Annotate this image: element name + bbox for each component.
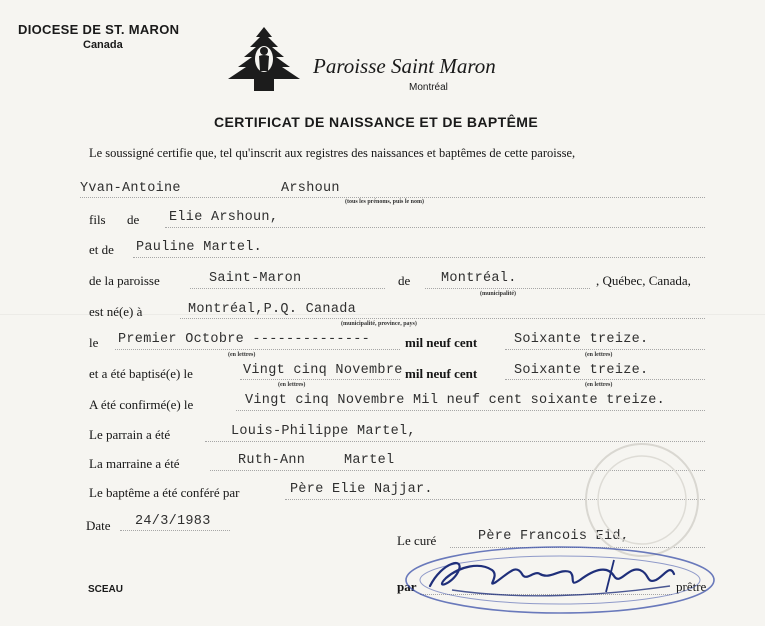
- officiant-label: Le baptême a été conféré par: [89, 485, 240, 500]
- birth-year-hint: (en lettres): [585, 352, 613, 358]
- birth-date-label: le: [89, 335, 99, 350]
- birthplace-value: Montréal,P.Q. Canada: [188, 302, 357, 317]
- signature-par-label: par: [397, 579, 417, 594]
- municipality-value: Montréal.: [441, 271, 517, 286]
- officiant-value: Père Elie Najjar.: [290, 482, 433, 497]
- parish-label: de la paroisse: [89, 273, 160, 288]
- parish-city: Montréal: [409, 82, 448, 93]
- cure-value: Père Francois Eid,: [478, 529, 630, 544]
- baptism-date-hint: (en lettres): [278, 382, 306, 388]
- diocese-country: Canada: [83, 39, 123, 51]
- godmother-first: Ruth-Ann: [238, 453, 306, 468]
- dotted-line: [165, 227, 705, 228]
- birth-date-value: Premier Octobre --------------: [118, 332, 371, 347]
- diocese-name: DIOCESE DE ST. MARON: [18, 22, 180, 37]
- godmother-last: Martel: [344, 453, 395, 468]
- surname-value: Arshoun: [281, 181, 340, 196]
- mother-label: et de: [89, 242, 114, 257]
- dotted-line: [115, 349, 400, 350]
- birthplace-label: est né(e) à: [89, 304, 143, 319]
- cedar-emblem-icon: [226, 25, 302, 93]
- dotted-line: [505, 349, 705, 350]
- dotted-line: [505, 379, 705, 380]
- baptism-year-hint: (en lettres): [585, 382, 613, 388]
- father-name: Elie Arshoun,: [169, 210, 279, 225]
- dotted-line: [425, 288, 590, 289]
- son-of-de-label: de: [127, 212, 140, 227]
- dotted-line: [190, 288, 385, 289]
- dotted-line: [120, 530, 230, 531]
- confirmation-value: Vingt cinq Novembre Mil neuf cent soixante treize.: [245, 393, 666, 408]
- date-value: 24/3/1983: [135, 514, 211, 529]
- godfather-value: Louis-Philippe Martel,: [231, 424, 416, 439]
- confirmation-label: A été confirmé(e) le: [89, 397, 194, 412]
- municipality-de-label: de: [398, 273, 411, 288]
- seal-label: SCEAU: [88, 584, 124, 595]
- first-names-value: Yvan-Antoine: [80, 181, 181, 196]
- intro-text: Le soussigné certifie que, tel qu'inscrit aux registres des naissances et baptêmes de cette paroisse,: [89, 146, 576, 160]
- parish-name: Paroisse Saint Maron: [313, 54, 496, 78]
- birthplace-hint: (municipalité, province, pays): [341, 321, 417, 327]
- name-hint: (tous les prénoms, puis le nom): [345, 199, 425, 205]
- birth-year-value: Soixante treize.: [514, 332, 649, 347]
- date-label: Date: [86, 518, 111, 533]
- parish-value: Saint-Maron: [209, 271, 302, 286]
- birth-date-hint: (en lettres): [228, 352, 256, 358]
- dotted-line: [236, 410, 705, 411]
- signature-stamp-icon: [400, 540, 720, 620]
- godmother-label: La marraine a été: [89, 456, 180, 471]
- dotted-line: [133, 257, 705, 258]
- birth-century-label: mil neuf cent: [405, 335, 478, 350]
- dotted-line: [80, 197, 705, 198]
- dotted-line: [180, 318, 705, 319]
- baptism-year-value: Soixante treize.: [514, 363, 649, 378]
- municipality-hint: (municipalité): [480, 291, 516, 297]
- certificate-title: CERTIFICAT DE NAISSANCE ET DE BAPTÊME: [214, 114, 539, 130]
- baptism-century-label: mil neuf cent: [405, 366, 478, 381]
- baptism-date-value: Vingt cinq Novembre: [243, 363, 403, 378]
- cure-label: Le curé: [397, 533, 437, 548]
- province-country-suffix: , Québec, Canada,: [596, 273, 691, 288]
- godfather-label: Le parrain a été: [89, 427, 171, 442]
- dotted-line: [240, 379, 400, 380]
- baptism-date-label: et a été baptisé(e) le: [89, 366, 193, 381]
- signature-pretre-label: prêtre: [676, 579, 707, 594]
- son-of-label: fils: [89, 212, 106, 227]
- mother-name: Pauline Martel.: [136, 240, 263, 255]
